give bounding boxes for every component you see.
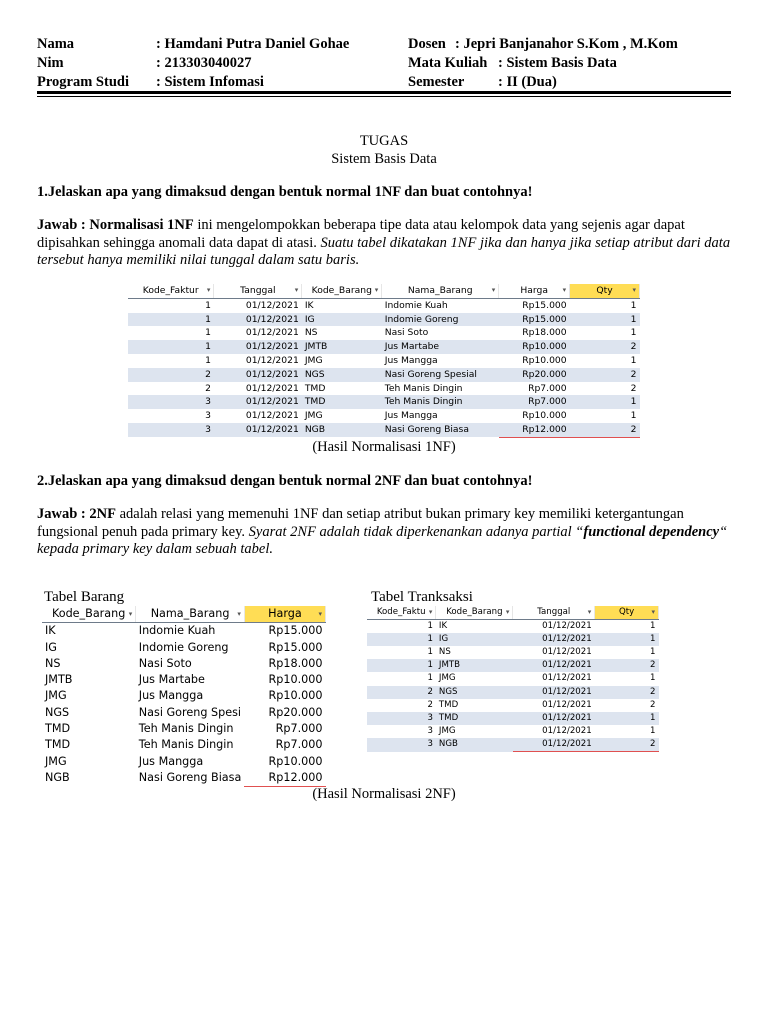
filter-dropdown-icon[interactable]: ▾	[491, 286, 496, 294]
table-cell[interactable]: 2	[595, 659, 659, 672]
table-cell[interactable]: TMD	[438, 699, 459, 710]
table-cell[interactable]: 1	[630, 299, 637, 311]
table-cell[interactable]: 01/12/2021	[214, 395, 302, 409]
table-cell[interactable]: Rp7.000	[499, 395, 570, 409]
column-header[interactable]: Kode_Barang ▾	[436, 606, 513, 620]
table-cell[interactable]: 2	[650, 699, 656, 710]
table-cell[interactable]: 1	[650, 621, 656, 632]
table-row	[128, 395, 640, 409]
table-row	[128, 340, 640, 354]
column-header[interactable]: Qty ▾	[570, 284, 640, 298]
table-cell[interactable]: 1	[595, 633, 659, 646]
table-cell[interactable]: Jus Mangga	[384, 410, 438, 422]
table-row	[42, 705, 326, 721]
table-cell[interactable]: 01/12/2021	[214, 423, 302, 437]
column-header[interactable]: Harga ▾	[499, 284, 570, 298]
title-subject: Sistem Basis Data	[331, 151, 437, 167]
table-cell[interactable]: 01/12/2021	[513, 738, 595, 752]
table-cell[interactable]: Rp10.000	[268, 754, 323, 768]
filter-dropdown-icon[interactable]: ▾	[428, 608, 433, 616]
table-cell[interactable]: IG	[302, 313, 382, 327]
table-cell[interactable]: NGS	[45, 705, 70, 719]
value-program-studi: : Sistem Infomasi	[156, 74, 264, 90]
table-cell[interactable]: JMG	[438, 673, 456, 684]
column-header[interactable]: Kode_Barang ▾	[42, 606, 136, 623]
table-cell[interactable]: Nasi Goreng Spesi	[138, 705, 242, 719]
table-cell[interactable]: JMTB	[302, 340, 382, 354]
table-cell[interactable]: Indomie Kuah	[138, 624, 216, 638]
question-1: 1.Jelaskan apa yang dimaksud dengan bentuk normal 1NF dan buat contohnya!	[37, 184, 533, 200]
filter-dropdown-icon[interactable]: ▾	[632, 286, 636, 294]
table-cell[interactable]: 1	[427, 621, 433, 632]
table-cell[interactable]: 1	[650, 725, 656, 736]
header-rule-thin	[37, 96, 731, 97]
table-cell[interactable]: Rp15.000	[268, 624, 323, 638]
table-cell[interactable]: 2	[367, 686, 436, 699]
column-header[interactable]: Nama_Barang ▾	[382, 284, 499, 298]
label-nama: Nama	[37, 36, 75, 52]
table-cell[interactable]: 1	[650, 647, 656, 658]
table-cell[interactable]: Jus Martabe	[138, 673, 205, 687]
table-cell[interactable]: Indomie Goreng	[138, 640, 229, 654]
filter-dropdown-icon[interactable]: ▾	[318, 610, 322, 618]
table-cell[interactable]: TMD	[436, 712, 513, 725]
table-cell[interactable]: IK	[438, 621, 448, 632]
table-row	[367, 646, 659, 659]
table-cell[interactable]: Nasi Goreng Biasa	[382, 423, 499, 437]
table-row	[367, 633, 659, 646]
table-cell[interactable]: 1	[630, 327, 637, 339]
table-cell[interactable]: 01/12/2021	[513, 686, 595, 699]
table-row	[367, 686, 659, 699]
table-cell[interactable]: Teh Manis Dingin	[138, 738, 234, 752]
table-row	[367, 672, 659, 685]
table-cell[interactable]: JMTB	[436, 659, 513, 672]
table-cell[interactable]: IG	[436, 633, 513, 646]
value-mata-kuliah: : Sistem Basis Data	[498, 55, 617, 71]
table-row	[367, 699, 659, 712]
table-row	[42, 754, 326, 770]
table-cell[interactable]: Rp12.000	[244, 770, 325, 787]
table-row	[42, 737, 326, 753]
label-tabel-barang: Tabel Barang	[44, 589, 125, 605]
table-row	[42, 770, 326, 787]
table-cell[interactable]: JMG	[438, 725, 456, 736]
value-semester: : II (Dua)	[498, 74, 557, 90]
table-cell[interactable]: JMTB	[45, 673, 73, 687]
table-cell[interactable]: Rp18.000	[268, 656, 323, 670]
table-cell[interactable]: 3	[427, 725, 433, 736]
table-cell[interactable]: 01/12/2021	[245, 410, 299, 422]
table-row	[367, 725, 659, 738]
table-cell[interactable]: Rp10.000	[268, 673, 323, 687]
column-header[interactable]: Qty ▾	[595, 606, 659, 620]
table-row	[128, 409, 640, 423]
table-cell[interactable]: Jus Mangga	[384, 354, 438, 366]
table-row	[367, 712, 659, 725]
label-nim: Nim	[37, 55, 64, 71]
filter-dropdown-icon[interactable]: ▾	[294, 286, 299, 294]
table-cell[interactable]: Nasi Goreng Spesial	[382, 368, 499, 382]
table-cell[interactable]: NS	[45, 656, 61, 670]
table-cell[interactable]: 2	[570, 423, 640, 437]
value-nim: : 213303040027	[156, 55, 252, 71]
value-dosen: : Jepri Banjanahor S.Kom , M.Kom	[455, 36, 678, 52]
table-cell[interactable]: 1	[128, 313, 214, 327]
table-cell[interactable]: JMG	[304, 410, 323, 422]
table-row	[128, 354, 640, 368]
table-cell[interactable]: 1	[205, 327, 211, 339]
table-cell[interactable]: 1	[630, 410, 637, 422]
table-cell[interactable]: Teh Manis Dingin	[384, 382, 463, 394]
table-cell[interactable]: 01/12/2021	[245, 354, 299, 366]
answer-2-italic-end: “ kepada primary key dalam sebuah tabel.	[37, 523, 728, 557]
table-row	[128, 313, 640, 327]
table-cell[interactable]: 2	[570, 368, 640, 382]
filter-dropdown-icon[interactable]: ▾	[562, 286, 567, 294]
table-cell[interactable]: 1	[128, 340, 214, 354]
table-cell[interactable]: 1	[427, 673, 433, 684]
column-header[interactable]: Harga ▾	[244, 606, 325, 623]
table-row	[42, 721, 326, 737]
table-cell[interactable]: Teh Manis Dingin	[382, 395, 499, 409]
answer-1	[37, 217, 731, 270]
table-cell[interactable]: 01/12/2021	[542, 621, 592, 632]
column-header[interactable]: Kode_Faktur ▾	[128, 284, 214, 298]
table-cell[interactable]: Rp18.000	[522, 327, 567, 339]
table-cell[interactable]: Rp7.000	[275, 738, 323, 752]
table-cell[interactable]: NGS	[302, 368, 382, 382]
table-cell[interactable]: NS	[304, 327, 318, 339]
table-1nf	[128, 284, 640, 438]
answer-2-term: functional dependency	[583, 523, 720, 540]
table-cell[interactable]: 01/12/2021	[542, 647, 592, 658]
column-header[interactable]: Tanggal ▾	[513, 606, 595, 620]
table-cell[interactable]: Teh Manis Dingin	[138, 722, 234, 736]
table-cell[interactable]: NGB	[302, 423, 382, 437]
table-row	[367, 659, 659, 672]
filter-dropdown-icon[interactable]: ▾	[651, 608, 655, 616]
table-cell[interactable]: 01/12/2021	[214, 340, 302, 354]
table-cell[interactable]: Rp20.000	[268, 705, 323, 719]
table-cell[interactable]: TMD	[302, 395, 382, 409]
filter-dropdown-icon[interactable]: ▾	[587, 608, 592, 616]
table-cell[interactable]: NS	[438, 647, 451, 658]
table-cell[interactable]: 3	[128, 395, 214, 409]
label-program-studi: Program Studi	[37, 74, 129, 90]
table-cell[interactable]: NGB	[45, 771, 70, 785]
table-cell[interactable]: Rp10.000	[499, 340, 570, 354]
label-tabel-transaksi: Tabel Tranksaksi	[371, 589, 473, 605]
table-cell[interactable]: Jus Mangga	[138, 754, 204, 768]
table-row	[42, 688, 326, 704]
table-cell[interactable]: IK	[304, 299, 314, 311]
table-cell[interactable]: 3	[128, 423, 214, 437]
table-row	[128, 298, 640, 312]
table-cell[interactable]: Nasi Soto	[138, 656, 192, 670]
table-cell[interactable]: Rp7.000	[275, 722, 323, 736]
table-row	[128, 326, 640, 340]
table-cell[interactable]: 01/12/2021	[542, 673, 592, 684]
table-cell[interactable]: Rp10.000	[522, 410, 567, 422]
column-header[interactable]: Kode_Faktu ▾	[367, 606, 436, 620]
table-row	[42, 623, 326, 640]
table-cell[interactable]: 1	[367, 659, 436, 672]
table-cell[interactable]: Nasi Goreng Biasa	[138, 771, 242, 785]
table-barang	[42, 606, 326, 787]
header-rule-thick	[37, 91, 731, 94]
table-cell[interactable]: 01/12/2021	[513, 659, 595, 672]
filter-dropdown-icon[interactable]: ▾	[374, 286, 379, 294]
answer-2	[37, 506, 731, 559]
table-cell[interactable]: 2	[205, 382, 211, 394]
table-cell[interactable]: Rp10.000	[268, 689, 323, 703]
title-tugas: TUGAS	[359, 133, 409, 149]
column-header[interactable]: Kode_Barang ▾	[302, 284, 382, 298]
table-cell[interactable]: 01/12/2021	[245, 299, 299, 311]
table-cell[interactable]: Rp12.000	[499, 423, 570, 437]
table-cell[interactable]: JMG	[304, 354, 323, 366]
table-cell[interactable]: Rp20.000	[499, 368, 570, 382]
table-cell[interactable]: Rp15.000	[522, 299, 567, 311]
table-cell[interactable]: 01/12/2021	[214, 313, 302, 327]
caption-1nf: (Hasil Normalisasi 1NF)	[312, 439, 456, 455]
filter-dropdown-icon[interactable]: ▾	[237, 610, 241, 618]
table-cell[interactable]: JMG	[45, 754, 67, 768]
answer-2-italic: Syarat 2NF adalah tidak diperkenankan adanya partial “	[248, 523, 584, 540]
table-cell[interactable]: 1	[570, 395, 640, 409]
table-cell[interactable]: Rp15.000	[499, 313, 570, 327]
table-cell[interactable]: Jus Martabe	[382, 340, 499, 354]
table-cell[interactable]: TMD	[45, 722, 71, 736]
table-cell[interactable]: IG	[45, 640, 57, 654]
table-cell[interactable]: NGS	[436, 686, 513, 699]
table-cell[interactable]: 2	[427, 699, 433, 710]
answer-2-lead: Jawab : 2NF	[37, 506, 116, 522]
answer-1-italic: Suatu tabel dikatakan 1NF jika dan hanya jika setiap atribut dari data tersebut hanya memiliki nilai tunggal dalam satu baris.	[37, 234, 731, 268]
column-header[interactable]: Tanggal ▾	[214, 284, 302, 298]
table-cell[interactable]: 2	[595, 686, 659, 699]
table-cell[interactable]: Indomie Kuah	[384, 299, 448, 311]
table-cell[interactable]: 1	[367, 633, 436, 646]
table-cell[interactable]: Indomie Goreng	[382, 313, 499, 327]
label-mata-kuliah: Mata Kuliah	[408, 55, 488, 71]
table-cell[interactable]: 3	[367, 712, 436, 725]
table-row	[367, 620, 659, 634]
table-row	[42, 640, 326, 656]
caption-2nf: (Hasil Normalisasi 2NF)	[312, 786, 456, 802]
table-row	[42, 672, 326, 688]
question-2: 2.Jelaskan apa yang dimaksud dengan bentuk normal 2NF dan buat contohnya!	[37, 473, 533, 489]
table-cell[interactable]: 01/12/2021	[513, 633, 595, 646]
table-row	[128, 423, 640, 437]
table-cell[interactable]: Nasi Soto	[384, 327, 429, 339]
table-cell[interactable]: 1	[650, 673, 656, 684]
table-cell[interactable]: 01/12/2021	[513, 712, 595, 725]
table-cell[interactable]: Rp15.000	[268, 640, 323, 654]
table-cell[interactable]: 2	[570, 340, 640, 354]
table-cell[interactable]: 3	[367, 738, 436, 752]
table-cell[interactable]: 2	[630, 382, 637, 394]
table-cell[interactable]: 01/12/2021	[542, 699, 592, 710]
table-cell[interactable]: 3	[205, 410, 211, 422]
table-transaksi	[367, 606, 659, 752]
answer-1-text: ini mengelompokkan beberapa tipe data atau kelompok data yang sejenis agar dapat dipisahkan sehingga anomali data dapat di atasi.	[37, 217, 685, 251]
value-nama: : Hamdani Putra Daniel Gohae	[156, 36, 350, 52]
table-cell[interactable]: 1	[205, 299, 211, 311]
table-row	[128, 368, 640, 382]
table-cell[interactable]: 1	[595, 712, 659, 725]
table-cell[interactable]: NGB	[436, 738, 513, 752]
table-cell[interactable]: 01/12/2021	[245, 327, 299, 339]
column-header[interactable]: Nama_Barang ▾	[136, 606, 245, 623]
table-row	[42, 656, 326, 672]
table-cell[interactable]: Jus Mangga	[138, 689, 204, 703]
label-semester: Semester	[408, 74, 465, 90]
table-cell[interactable]: 01/12/2021	[542, 725, 592, 736]
table-row	[128, 382, 640, 396]
table-cell[interactable]: Rp10.000	[522, 354, 567, 366]
table-cell[interactable]: 01/12/2021	[214, 368, 302, 382]
table-cell[interactable]: 1	[630, 354, 637, 366]
filter-dropdown-icon[interactable]: ▾	[206, 286, 211, 294]
table-cell[interactable]: 2	[595, 738, 659, 752]
filter-dropdown-icon[interactable]: ▾	[505, 608, 510, 616]
table-cell[interactable]: TMD	[45, 738, 71, 752]
answer-2-text: adalah relasi yang memenuhi 1NF dan setiap atribut bukan primary key memiliki ketergantungan fungsional penuh pada primary key.	[37, 506, 684, 540]
table-cell[interactable]: TMD	[304, 382, 326, 394]
table-cell[interactable]: 1	[427, 647, 433, 658]
answer-1-lead: Jawab : Normalisasi 1NF	[37, 217, 194, 233]
label-dosen: Dosen	[408, 36, 446, 52]
table-cell[interactable]: 1	[205, 354, 211, 366]
table-cell[interactable]: 01/12/2021	[245, 382, 299, 394]
table-row	[367, 738, 659, 752]
filter-dropdown-icon[interactable]: ▾	[128, 610, 133, 618]
table-cell[interactable]: Rp7.000	[528, 382, 567, 394]
table-cell[interactable]: 1	[570, 313, 640, 327]
table-cell[interactable]: IK	[45, 624, 56, 638]
table-cell[interactable]: JMG	[45, 689, 67, 703]
table-cell[interactable]: 2	[128, 368, 214, 382]
